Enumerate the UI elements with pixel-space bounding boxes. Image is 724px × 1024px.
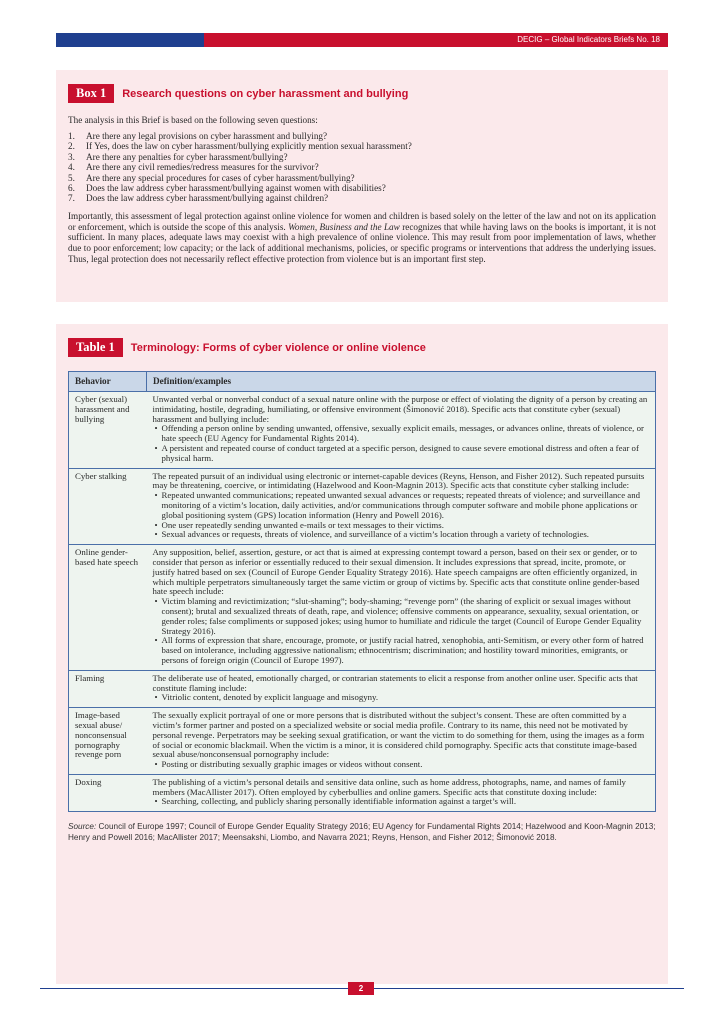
question-item: [68, 193, 656, 203]
question-item: [68, 131, 656, 141]
table-row: [69, 392, 656, 469]
header-definition: Definition/examples: [147, 372, 656, 392]
question-number: 1.: [68, 131, 75, 141]
header-blue-block: [56, 33, 204, 47]
definition-cell: [147, 468, 656, 545]
question-text: Are there any civil remedies/redress measures for the survivor?: [86, 162, 319, 173]
examples-list: [153, 760, 650, 770]
definition-cell: [147, 545, 656, 671]
definition-text: The sexually explicit portrayal of one or more persons that is distributed without the subject’s consent. These are often committed by a victim’s former partner and posted on a specialized website or social media profile. Contrary to its name, this need not be motivated by personal revenge. Perpetrators may be seeking sexual gratification, or want the victim to do something for them, using the images as a form of social or economic blackmail. When the victim is a minor, it is considered child pornography. Specific acts that constitute image-based sexual abuse/nonconsensual pornography include:: [152, 710, 645, 760]
header-behavior: Behavior: [69, 372, 147, 392]
definition-text: The repeated pursuit of an individual using electronic or internet-capable devices (Reyns, Henson, and Fisher 2012). Such repeated pursuits may be threatening, coercive, or intimidating (Hazelwood and Koon-Magnin 2013). Specific acts that constitute cyber stalking include:: [152, 470, 645, 491]
question-text: Are there any special procedures for cases of cyber harassment/bullying?: [86, 172, 355, 183]
paragraph-part-b: recognizes that while having laws on the books is important, it is not sufficient. In many places, adequate laws may coexist with a high prevalence of online violence. This may result from poor implementation of laws, whether due to poor enforcement; low capacity; or the lack of additional mechanisms, policies, or specific programs or interventions that address the underlying issues. Thus, legal protection does not necessarily reflect effective protection from violence but is an important first step.: [68, 221, 656, 265]
behavior-cell: Flaming: [69, 670, 147, 707]
definition-text: The publishing of a victim’s personal details and sensitive data online, such as home address, photographs, name, and names of family members (MacAllister 2017). Often employed by cyberbullies and online gamers. Specific acts that constitute doxing include:: [152, 776, 626, 797]
example-item: • Repeated unwanted communications; repeated unwanted sexual advances or requests; repeated threats of violence; and surveillance and monitoring of a victim’s location, daily activities, and/or communications through computer software and mobile phone applications or global positioning system (GPS) location information (Henry and Powell 2016).: [153, 491, 650, 520]
box-1-intro: The analysis in this Brief is based on the following seven questions:: [68, 115, 318, 125]
source-label: Source:: [68, 822, 97, 832]
terminology-table: [68, 371, 656, 812]
definition-text: The deliberate use of heated, emotionally charged, or contrarian statements to elicit a response from another online user. Specific acts that constitute flaming include:: [152, 672, 638, 693]
publication-title: Women, Business and the Law: [288, 221, 400, 232]
questions-list: [68, 131, 656, 204]
question-text: Does the law address cyber harassment/bullying against women with disabilities?: [86, 183, 386, 194]
paragraph-part-a: Importantly, this assessment of legal protection against online violence for women and children is based solely on the letter of the law and not on its application or enforcement, which is outside the scope of this analysis.: [68, 210, 656, 232]
question-text: Are there any penalties for cyber harassment/bullying?: [86, 151, 288, 162]
behavior-cell: Doxing: [69, 774, 147, 811]
table-1-tag: Table 1: [68, 338, 123, 357]
table-row: [69, 545, 656, 671]
table-1-heading: [68, 338, 656, 357]
question-item: [68, 162, 656, 172]
example-item: • One user repeatedly sending unwanted e-mails or text messages to their victims.: [153, 521, 650, 531]
box-1-title: Research questions on cyber harassment and bullying: [122, 87, 409, 100]
definition-text: Any supposition, belief, assertion, gesture, or act that is aimed at expressing contempt toward a person, based on their sex or gender, or to consider that person as inferior or essentially reduced to their sexual dimension. It includes expressions that spread, incite, promote, or justify hatred based on sex (Council of Europe Gender Equality Strategy 2016). Hate speech campaigns are often efficiently organized, in which multiple perpetrators simultaneously target the same victim or group of victims by. Specific acts that constitute online gender-based hate speech include:: [152, 547, 640, 597]
definition-cell: [147, 670, 656, 707]
example-item: • Sexual advances or requests, threats of violence, and surveillance of a victim’s location through a variety of technologies.: [153, 530, 650, 540]
example-item: • A persistent and repeated course of conduct targeted at a specific person, designed to cause severe emotional distress and often a fear of physical harm.: [153, 444, 650, 464]
definition-text: Unwanted verbal or nonverbal conduct of a sexual nature online with the purpose or effect of violating the dignity of a person by creating an intimidating, hostile, degrading, humiliating, or offensive environment (Šimonović 2018). Specific acts that constitute cyber (sexual) harassment and bullying include:: [152, 394, 648, 424]
example-item: • Victim blaming and revictimization; “slut-shaming”; body-shaming; “revenge porn” (the sharing of explicit or sexual images without consent); brutal and sexualized threats of death, rape, and violence; offensive comments on appearance, sexuality, sexual orientation, or gender roles; false compliments or supposed jokes; using humor to humiliate and ridicule the target (Council of Europe Gender Equality Strategy 2016).: [153, 597, 650, 636]
behavior-cell: Cyber stalking: [69, 468, 147, 545]
box-1-paragraph: [68, 211, 656, 265]
definition-cell: [147, 392, 656, 469]
question-item: [68, 152, 656, 162]
question-number: 4.: [68, 162, 75, 173]
definition-cell: [147, 708, 656, 775]
behavior-cell: Image-based sexual abuse/ nonconsensual pornography revenge porn: [69, 708, 147, 775]
running-title: DECIG – Global Indicators Briefs No. 18: [204, 33, 668, 47]
examples-list: [153, 597, 650, 666]
examples-list: [153, 797, 650, 807]
question-number: 5.: [68, 172, 75, 183]
question-number: 7.: [68, 193, 75, 204]
question-text: Are there any legal provisions on cyber harassment and bullying?: [86, 131, 328, 141]
example-item: • Posting or distributing sexually graphic images or videos without consent.: [153, 760, 650, 770]
box-1-research-questions: [56, 70, 668, 302]
question-number: 2.: [68, 141, 75, 152]
page-number: 2: [348, 982, 374, 995]
table-source-note: [68, 822, 656, 843]
box-1-tag: Box 1: [68, 84, 114, 103]
question-text: If Yes, does the law on cyber harassment/bullying explicitly mention sexual harassment?: [86, 141, 412, 152]
example-item: • All forms of expression that share, encourage, promote, or justify racial hatred, xenophobia, anti-Semitism, or every other form of hatred based on intolerance, including aggressive nationalism; ethnocentrism; discrimination; and hostility toward minorities, emigrants, or persons of foreign origin (Council of Europe 1997).: [153, 636, 650, 665]
definition-cell: [147, 774, 656, 811]
table-body: [69, 392, 656, 812]
box-1-heading: [68, 84, 656, 103]
table-1-title: Terminology: Forms of cyber violence or online violence: [130, 341, 426, 354]
examples-list: [153, 693, 650, 703]
table-row: [69, 708, 656, 775]
behavior-cell: Online gender-based hate speech: [69, 545, 147, 671]
table-row: [69, 670, 656, 707]
question-item: [68, 183, 656, 193]
question-number: 6.: [68, 183, 75, 194]
example-item: • Offending a person online by sending unwanted, offensive, sexually explicit emails, messages, or advances online, threats of violence, or hate speech (EU Agency for Fundamental Rights 2014).: [153, 424, 650, 444]
header-bar: [56, 33, 668, 47]
table-row: [69, 774, 656, 811]
example-item: • Searching, collecting, and publicly sharing personally identifiable information against a target’s will.: [153, 797, 650, 807]
examples-list: [153, 424, 650, 463]
source-text: Council of Europe 1997; Council of Europe Gender Equality Strategy 2016; EU Agency for Fundamental Rights 2014; Hazelwood and Koon-Magnin 2013; Henry and Powell 2016; MacAllister 2017; Meensakshi, Liombo, and Navarra 2021; Reyns, Henson, and Fisher 2012; Šimonović 2018.: [68, 822, 656, 842]
question-number: 3.: [68, 151, 75, 162]
example-item: • Vitriolic content, denoted by explicit language and misogyny.: [153, 693, 650, 703]
table-1-terminology: [56, 324, 668, 984]
question-item: [68, 141, 656, 151]
examples-list: [153, 491, 650, 540]
question-item: [68, 173, 656, 183]
table-header-row: [69, 372, 656, 392]
question-text: Does the law address cyber harassment/bullying against children?: [86, 193, 329, 204]
table-row: [69, 468, 656, 545]
behavior-cell: Cyber (sexual) harassment and bullying: [69, 392, 147, 469]
